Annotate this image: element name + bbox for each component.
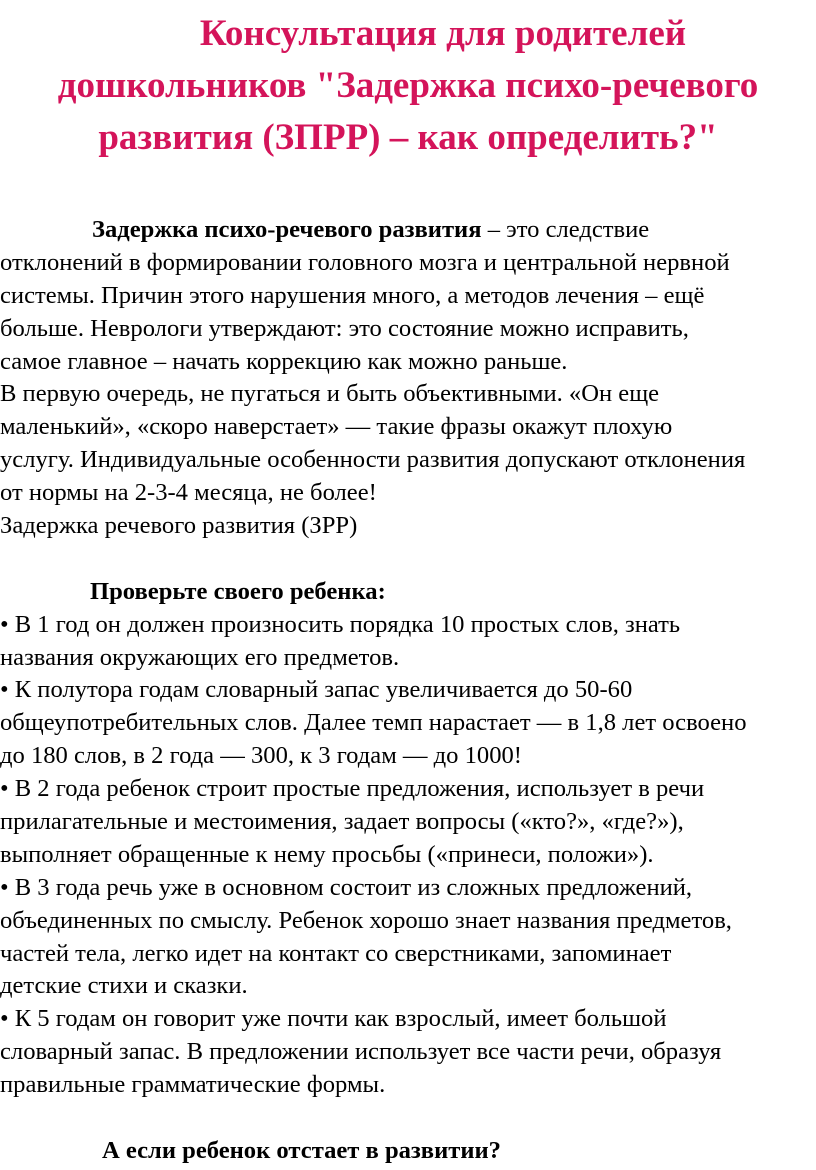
page-title bbox=[0, 8, 816, 164]
bullet-2-line-2: общеупотребительных слов. Далее темп нарастает — в 1,8 лет освоено bbox=[0, 709, 747, 737]
para2-line-5: Задержка речевого развития (ЗРР) bbox=[0, 512, 358, 540]
bullet-4-line-2: объединенных по смыслу. Ребенок хорошо знает названия предметов, bbox=[0, 906, 732, 934]
bullet-1-line-1: • В 1 год он должен произносить порядка 10 простых слов, знать bbox=[0, 610, 681, 638]
bullet-1-line-2: названия окружающих его предметов. bbox=[0, 643, 400, 671]
intro-line-5: самое главное – начать коррекцию как можно раньше. bbox=[0, 347, 568, 375]
intro-line-3: системы. Причин этого нарушения много, а методов лечения – ещё bbox=[0, 281, 705, 309]
intro-line-2: отклонений в формировании головного мозга и центральной нервной bbox=[0, 248, 730, 276]
bullet-2-line-3: до 180 слов, в 2 года — 300, к 3 годам — до 1000! bbox=[0, 742, 522, 770]
bullet-3-line-2: прилагательные и местоимения, задает вопросы («кто?», «где?»), bbox=[0, 808, 684, 836]
bullet-5-line-1: • К 5 годам он говорит уже почти как взрослый, имеет большой bbox=[0, 1005, 667, 1033]
para2-line-3: услугу. Индивидуальные особенности развития допускают отклонения bbox=[0, 446, 746, 474]
bullet-4-line-1: • В 3 года речь уже в основном состоит из сложных предложений, bbox=[0, 873, 693, 901]
bullet-4-line-4: детские стихи и сказки. bbox=[0, 972, 248, 1000]
para2-line-1: В первую очередь, не пугаться и быть объективными. «Он еще bbox=[0, 380, 660, 408]
intro-term: Задержка психо-речевого развития bbox=[92, 216, 482, 243]
bullet-4-line-3: частей тела, легко идет на контакт со сверстниками, запоминает bbox=[0, 939, 672, 967]
title-line-2: дошкольников "Задержка психо-речевого bbox=[57, 65, 759, 106]
intro-line-4: больше. Неврологи утверждают: это состояние можно исправить, bbox=[0, 314, 689, 342]
bullet-3-line-1: • В 2 года ребенок строит простые предложения, использует в речи bbox=[0, 775, 705, 803]
closing-heading: А если ребенок отстает в развитии? bbox=[102, 1136, 501, 1164]
title-line-1: Консультация для родителей bbox=[199, 13, 687, 54]
para2-line-4: от нормы на 2-3-4 месяца, не более! bbox=[0, 479, 377, 507]
bullet-5-line-2: словарный запас. В предложении использует все части речи, образуя bbox=[0, 1038, 722, 1066]
check-heading: Проверьте своего ребенка: bbox=[90, 577, 386, 605]
bullet-5-line-3: правильные грамматические формы. bbox=[0, 1071, 386, 1099]
intro-line-1-rest: – это следствие bbox=[481, 216, 650, 243]
para2-line-2: маленький», «скоро наверстает» — такие фразы окажут плохую bbox=[0, 413, 673, 441]
spacer bbox=[0, 1102, 816, 1135]
intro-line-1 bbox=[0, 214, 816, 247]
bullet-2-line-1: • К полутора годам словарный запас увеличивается до 50-60 bbox=[0, 676, 633, 704]
title-line-3: развития (ЗПРР) – как определить?" bbox=[98, 117, 718, 158]
spacer bbox=[0, 543, 816, 576]
document-body bbox=[0, 214, 816, 1168]
bullet-3-line-3: выполняет обращенные к нему просьбы («принеси, положи»). bbox=[0, 840, 654, 868]
